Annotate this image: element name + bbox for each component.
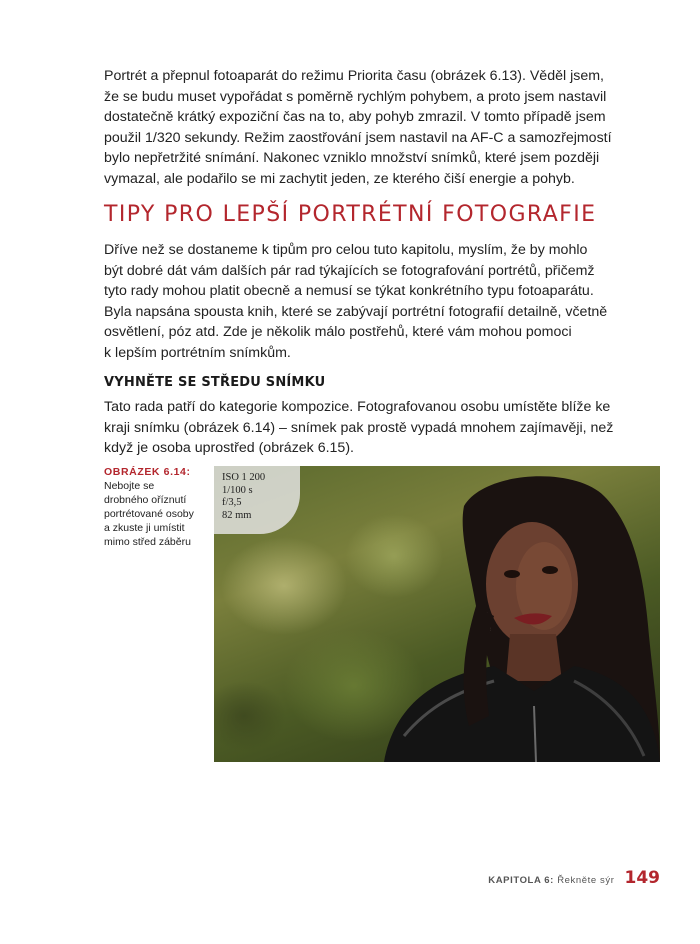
- running-footer: [488, 875, 614, 886]
- exif-iso: ISO 1 200: [222, 472, 266, 483]
- figure-caption: [104, 465, 204, 549]
- section-paragraph: Dříve než se dostaneme k tipům pro celou tuto kapitolu, myslím, že by mohlo být dobré dát vám dalších pár rad týkajících se fotografování portrétů, přičemž tyto rady mohou platit obecně a nemusí se týkat konkrétního typu fotoaparátu. Byla napsána spousta knih, které se zabývají portrétní fotografií detailně, včetně osvětlení, póz atd. Zde je několik málo postřehů, které vám mohou pomoci k lepším portrétním snímkům.: [104, 242, 608, 361]
- page-number: 149: [624, 868, 660, 888]
- exif-shutter: 1/100 s: [222, 484, 253, 496]
- figure-caption-text: Nebojte se drobného oříznutí portrétované osoby a zkuste ji umístit mimo střed záběru: [104, 480, 194, 548]
- portrait-photo: [214, 466, 660, 762]
- figure-label: OBRÁZEK 6.14:: [104, 466, 191, 478]
- page-footer: [488, 868, 660, 888]
- chapter-label: KAPITOLA 6:: [488, 875, 554, 886]
- exif-aperture: f/3,5: [222, 497, 242, 508]
- exif-focal-length: 82 mm: [222, 509, 252, 521]
- chapter-title: Řekněte sýr: [557, 875, 615, 886]
- section-heading: TIPY PRO LEPŠÍ PORTRÉTNÍ FOTOGRAFIE: [104, 202, 597, 227]
- subsection-paragraph: Tato rada patří do kategorie kompozice. Fotografovanou osobu umístěte blíže ke kraji snímku (obrázek 6.14) – snímek pak prostě vypadá mnohem zajímavěji, než když je osoba uprostřed (obrázek 6.15).: [104, 399, 614, 457]
- intro-paragraph: Portrét a přepnul fotoaparát do režimu Priorita času (obrázek 6.13). Věděl jsem, že se budu muset vypořádat s poměrně rychlým pohybem, a proto jsem nastavil dostatečně krátký expoziční čas na to, aby pohyb zmrazil. V tomto případě jsem použil 1/320 sekundy. Režim zaostřování jsem nastavil na AF-C a samozřejmostí bylo nepřetržité snímání. Nakonec vzniklo množství snímků, které jsem později vymazal, ale podařilo se mi zachytit jeden, ze kterého čiší energie a pohyb.: [104, 68, 612, 187]
- subsection-heading: VYHNĚTE SE STŘEDU SNÍMKU: [104, 375, 326, 390]
